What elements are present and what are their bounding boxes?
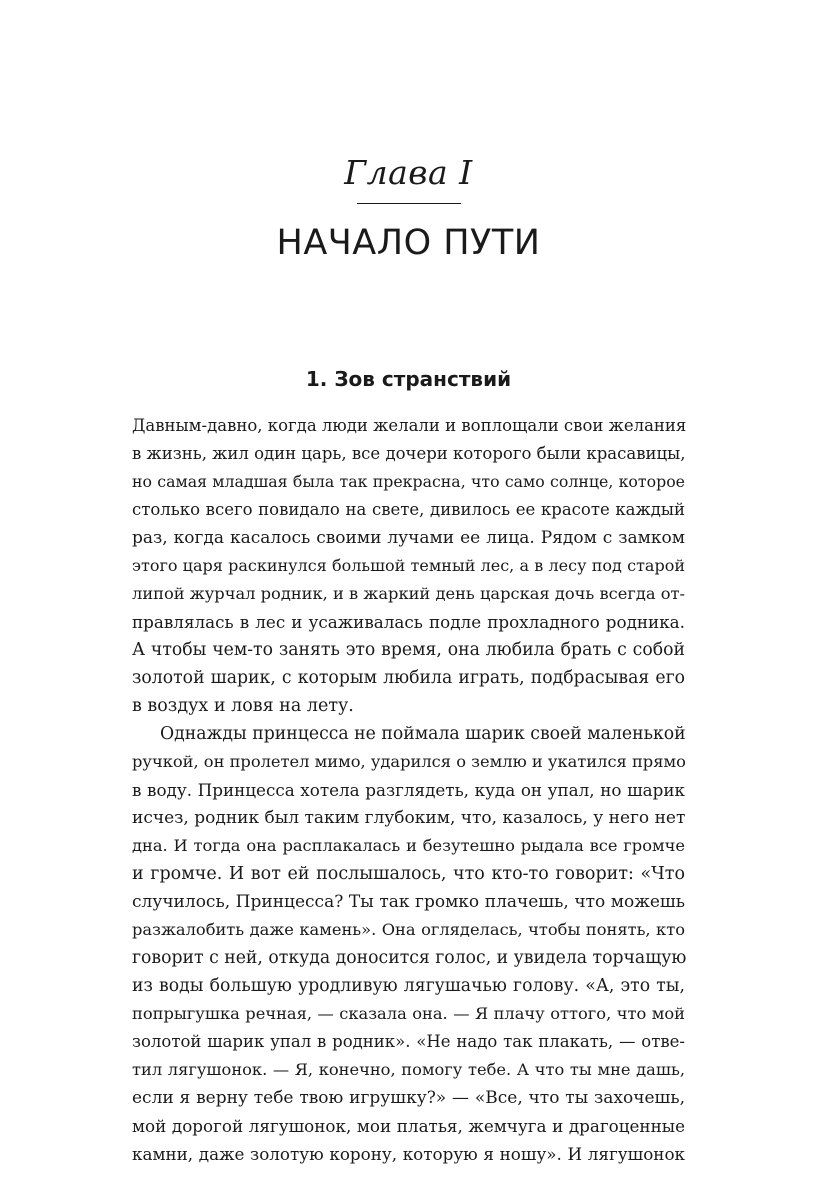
text-line: в воду. Принцесса хотела разглядеть, куда он упал, но шарик <box>132 780 685 800</box>
text-line: правлялась в лес и усаживалась подле прохладного родника. <box>132 612 685 632</box>
text-line: мой дорогой лягушонок, мои платья, жемчуга и драгоценные <box>132 1116 685 1136</box>
text-line: раз, когда касалось своими лучами ее лица. Рядом с замком <box>132 528 685 548</box>
text-line: попрыгушка речная, — сказала она. — Я плачу оттого, что мой <box>132 1004 685 1023</box>
section-heading: 1. Зов странствий <box>305 367 512 391</box>
chapter-title: НАЧАЛО ПУТИ <box>276 223 541 263</box>
text-line: говорит с ней, откуда доносится голос, и увидела торчащую <box>132 948 687 968</box>
chapter-divider <box>357 203 461 204</box>
text-line: А чтобы чем-то занять это время, она любила брать с собой <box>132 640 685 660</box>
text-line: исчез, родник был таким глубоким, что, казалось, у него нет <box>132 808 686 828</box>
text-line: из воды большую уродливую лягушачью голову. «А, это ты, <box>132 976 685 996</box>
text-line: в воздух и ловя на лету. <box>132 696 354 716</box>
text-line: золотой шарик, с которым любила играть, подбрасывая его <box>132 668 685 688</box>
text-line: дна. И тогда она расплакалась и безутешно рыдала все громче <box>132 836 685 855</box>
text-line: камни, даже золотую корону, которую я ношу». И лягушонок <box>132 1144 685 1164</box>
text-line: если я верну тебе твою игрушку?» — «Все, что ты захочешь, <box>132 1088 685 1108</box>
text-line: этого царя раскинулся большой темный лес, а в лесу под старой <box>132 556 685 575</box>
text-line: золотой шарик упал в родник». «Не надо так плакать, — отве- <box>132 1032 685 1051</box>
text-line: Однажды принцесса не поймала шарик своей маленькой <box>160 724 686 744</box>
text-line: разжалобить даже камень». Она огляделась, чтобы понять, кто <box>132 920 685 939</box>
text-line: случилось, Принцесса? Ты так громко плачешь, что можешь <box>132 892 685 912</box>
text-line: липой журчал родник, и в жаркий день царская дочь всегда от- <box>132 584 685 603</box>
chapter-label: Глава I <box>344 153 473 192</box>
text-line: но самая младшая была так прекрасна, что само солнце, которое <box>132 472 685 491</box>
text-line: и громче. И вот ей послышалось, что кто-то говорит: «Что <box>132 864 685 884</box>
text-line: ручкой, он пролетел мимо, ударился о землю и укатился прямо <box>132 752 686 771</box>
text-line: Давным-давно, когда люди желали и воплощали свои желания <box>132 416 687 435</box>
text-line: тил лягушонок. — Я, конечно, помогу тебе. А что ты мне дашь, <box>132 1060 685 1079</box>
text-line: столько всего повидало на свете, дивилось ее красоте каждый <box>132 500 685 519</box>
text-line: в жизнь, жил один царь, все дочери которого были красавицы, <box>132 444 686 463</box>
